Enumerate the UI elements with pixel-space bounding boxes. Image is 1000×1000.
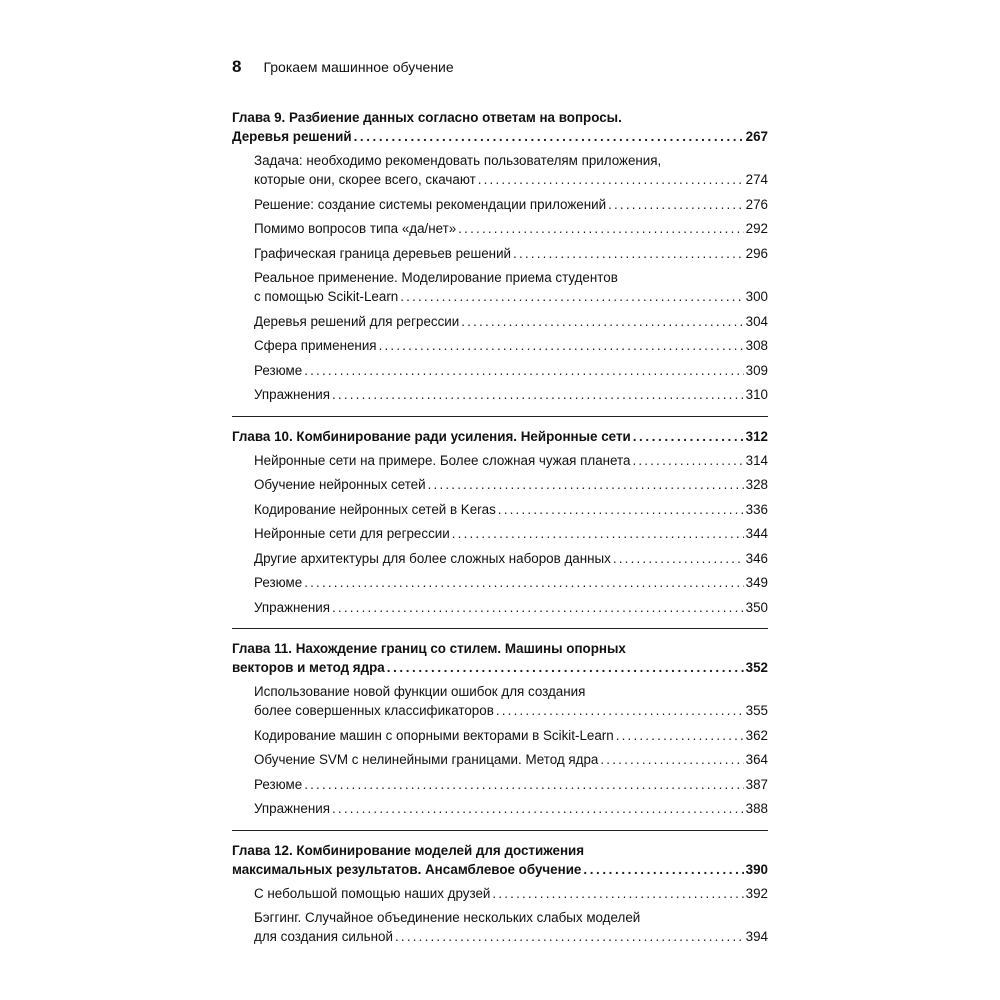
page-ref: 349 [745,575,768,590]
toc-text-line: Резюме [254,362,303,378]
chapter-heading[interactable] [232,637,768,682]
page-ref: 394 [745,929,768,944]
toc-text-line: С небольшой помощью наших друзей [254,885,491,901]
chapter-heading[interactable] [232,425,768,451]
toc-entry[interactable] [232,475,768,494]
toc-leader-line [232,427,768,446]
chapter-block [232,425,768,630]
dot-leader [379,336,744,355]
page-ref: 364 [745,752,768,767]
toc-text-line: Глава 11. Нахождение границ со стилем. Машины опорных [232,641,626,656]
toc-entry[interactable] [232,799,768,818]
page-ref: 300 [745,289,768,304]
page-ref: 309 [745,362,768,378]
dot-leader [608,195,744,214]
toc-leader-line [254,500,768,519]
toc-text-line: более совершенных классификаторов [254,703,494,718]
page-ref: 388 [745,801,768,816]
toc-entry[interactable] [232,884,768,903]
dot-leader [332,799,744,818]
toc-text-line: Задача: необходимо рекомендовать пользователям приложения, [254,153,662,168]
toc-leader-line [254,475,768,494]
toc-leader-line [254,336,768,355]
toc-text-line: Графическая граница деревьев решений [254,245,512,261]
dot-leader [583,860,743,879]
dot-leader [496,701,744,720]
toc-text-line: Деревья решений для регрессии [254,313,460,329]
page-ref: 352 [745,660,768,675]
dot-leader [492,884,743,903]
toc-leader-line [254,775,768,794]
toc-leader-line [254,799,768,818]
toc-entry[interactable] [232,151,768,189]
toc-text-line: Кодирование машин с опорными векторами в Scikit-Learn [254,727,614,743]
table-of-contents [232,106,768,966]
toc-leader-line [254,598,768,617]
toc-leader-line [254,287,768,306]
page-ref: 312 [745,428,768,444]
chapter-block [232,106,768,417]
dot-leader [616,726,744,745]
toc-entry[interactable] [232,524,768,543]
toc-leader-line [254,524,768,543]
dot-leader [452,524,744,543]
toc-text-line: Нейронные сети для регрессии [254,526,450,541]
dot-leader [304,361,743,380]
chapter-block [232,839,768,958]
toc-text-line: Резюме [254,575,303,590]
toc-leader-line [254,884,768,903]
dot-leader [498,500,744,519]
dot-leader [633,427,744,446]
dot-leader [387,658,744,677]
toc-text-line: Деревья решений [232,129,352,144]
toc-entry[interactable] [232,195,768,214]
toc-leader-line [232,860,768,879]
toc-text-line: Сфера применения [254,338,377,353]
toc-leader-line [254,195,768,214]
toc-entry[interactable] [232,500,768,519]
toc-text-line: Другие архитектуры для более сложных наборов данных [254,550,611,566]
page-ref: 292 [745,221,768,236]
page-ref: 346 [745,550,768,566]
dot-leader [632,451,743,470]
toc-entry[interactable] [232,775,768,794]
toc-entry[interactable] [232,385,768,404]
toc-entry[interactable] [232,682,768,720]
page-ref: 355 [745,703,768,718]
toc-text-line: Обучение SVM с нелинейными границами. Метод ядра [254,752,599,767]
dot-leader [458,219,743,238]
toc-leader-line [254,726,768,745]
toc-entry[interactable] [232,336,768,355]
toc-leader-line [232,658,768,677]
toc-text-line: Реальное применение. Моделирование приема студентов [254,270,618,285]
page-ref: 350 [745,599,768,615]
toc-entry[interactable] [232,750,768,769]
toc-leader-line [254,244,768,263]
page-number: 8 [232,57,242,76]
toc-leader-line [254,549,768,568]
page-ref: 362 [745,727,768,743]
dot-leader [400,287,743,306]
toc-text-line: Глава 10. Комбинирование ради усиления. Нейронные сети [232,428,631,444]
toc-leader-line [254,312,768,331]
page-ref: 308 [745,338,768,353]
toc-leader-line [254,750,768,769]
toc-leader-line [254,219,768,238]
dot-leader [461,312,743,331]
toc-text-line: Решение: создание системы рекомендации приложений [254,196,607,212]
dot-leader [428,475,744,494]
toc-text-line: векторов и метод ядра [232,660,385,675]
page-ref: 274 [745,172,768,187]
page-ref: 314 [745,452,768,468]
toc-leader-line [232,127,768,146]
toc-leader-line [254,701,768,720]
dot-leader [354,127,744,146]
toc-entry[interactable] [232,726,768,745]
toc-text-line: Бэггинг. Случайное объединение нескольких слабых моделей [254,910,641,925]
toc-entry[interactable] [232,573,768,592]
page-ref: 296 [745,245,768,261]
toc-text-line: Упражнения [254,599,330,615]
toc-leader-line [254,361,768,380]
dot-leader [600,750,743,769]
toc-entry[interactable] [232,268,768,306]
toc-text-line: Упражнения [254,387,330,402]
toc-leader-line [254,451,768,470]
dot-leader [513,244,744,263]
page-ref: 267 [745,129,768,144]
toc-entry[interactable] [232,244,768,263]
running-head [232,57,454,81]
page-ref: 390 [745,861,768,877]
page-ref: 387 [745,776,768,792]
toc-entry[interactable] [232,908,768,946]
toc-entry[interactable] [232,312,768,331]
dot-leader [304,775,743,794]
toc-text-line: Нейронные сети на примере. Более сложная чужая планета [254,452,631,468]
toc-leader-line [254,573,768,592]
dot-leader [478,170,744,189]
page-ref: 310 [745,387,768,402]
page-ref: 344 [745,526,768,541]
dot-leader [332,598,744,617]
page-ref: 336 [745,501,768,517]
book-title: Грокаем машинное обучение [263,59,454,75]
page-ref: 304 [745,313,768,329]
toc-entry[interactable] [232,219,768,238]
toc-entry[interactable] [232,451,768,470]
page-ref: 392 [745,885,768,901]
toc-leader-line [254,927,768,946]
toc-text-line: Помимо вопросов типа «да/нет» [254,221,457,236]
toc-entry[interactable] [232,598,768,617]
toc-text-line: с помощью Scikit-Learn [254,289,399,304]
toc-text-line: Кодирование нейронных сетей в Keras [254,501,496,517]
toc-text-line: которые они, скорее всего, скачают [254,172,476,187]
page-ref: 328 [745,477,768,492]
toc-text-line: для создания сильной [254,929,393,944]
chapter-block [232,637,768,831]
dot-leader [613,549,744,568]
chapter-heading[interactable] [232,839,768,884]
toc-text-line: Глава 12. Комбинирование моделей для достижения [232,842,585,858]
dot-leader [332,385,744,404]
chapter-heading[interactable] [232,106,768,151]
toc-entry[interactable] [232,361,768,380]
dot-leader [304,573,743,592]
toc-text-line: Обучение нейронных сетей [254,477,426,492]
toc-leader-line [254,385,768,404]
toc-text-line: Упражнения [254,801,330,816]
dot-leader [395,927,744,946]
toc-text-line: Глава 9. Разбиение данных согласно ответам на вопросы. [232,110,622,125]
page-ref: 276 [745,196,768,212]
toc-text-line: Использование новой функции ошибок для создания [254,684,586,699]
toc-leader-line [254,170,768,189]
toc-entry[interactable] [232,549,768,568]
toc-text-line: максимальных результатов. Ансамблевое обучение [232,861,582,877]
toc-text-line: Резюме [254,776,303,792]
